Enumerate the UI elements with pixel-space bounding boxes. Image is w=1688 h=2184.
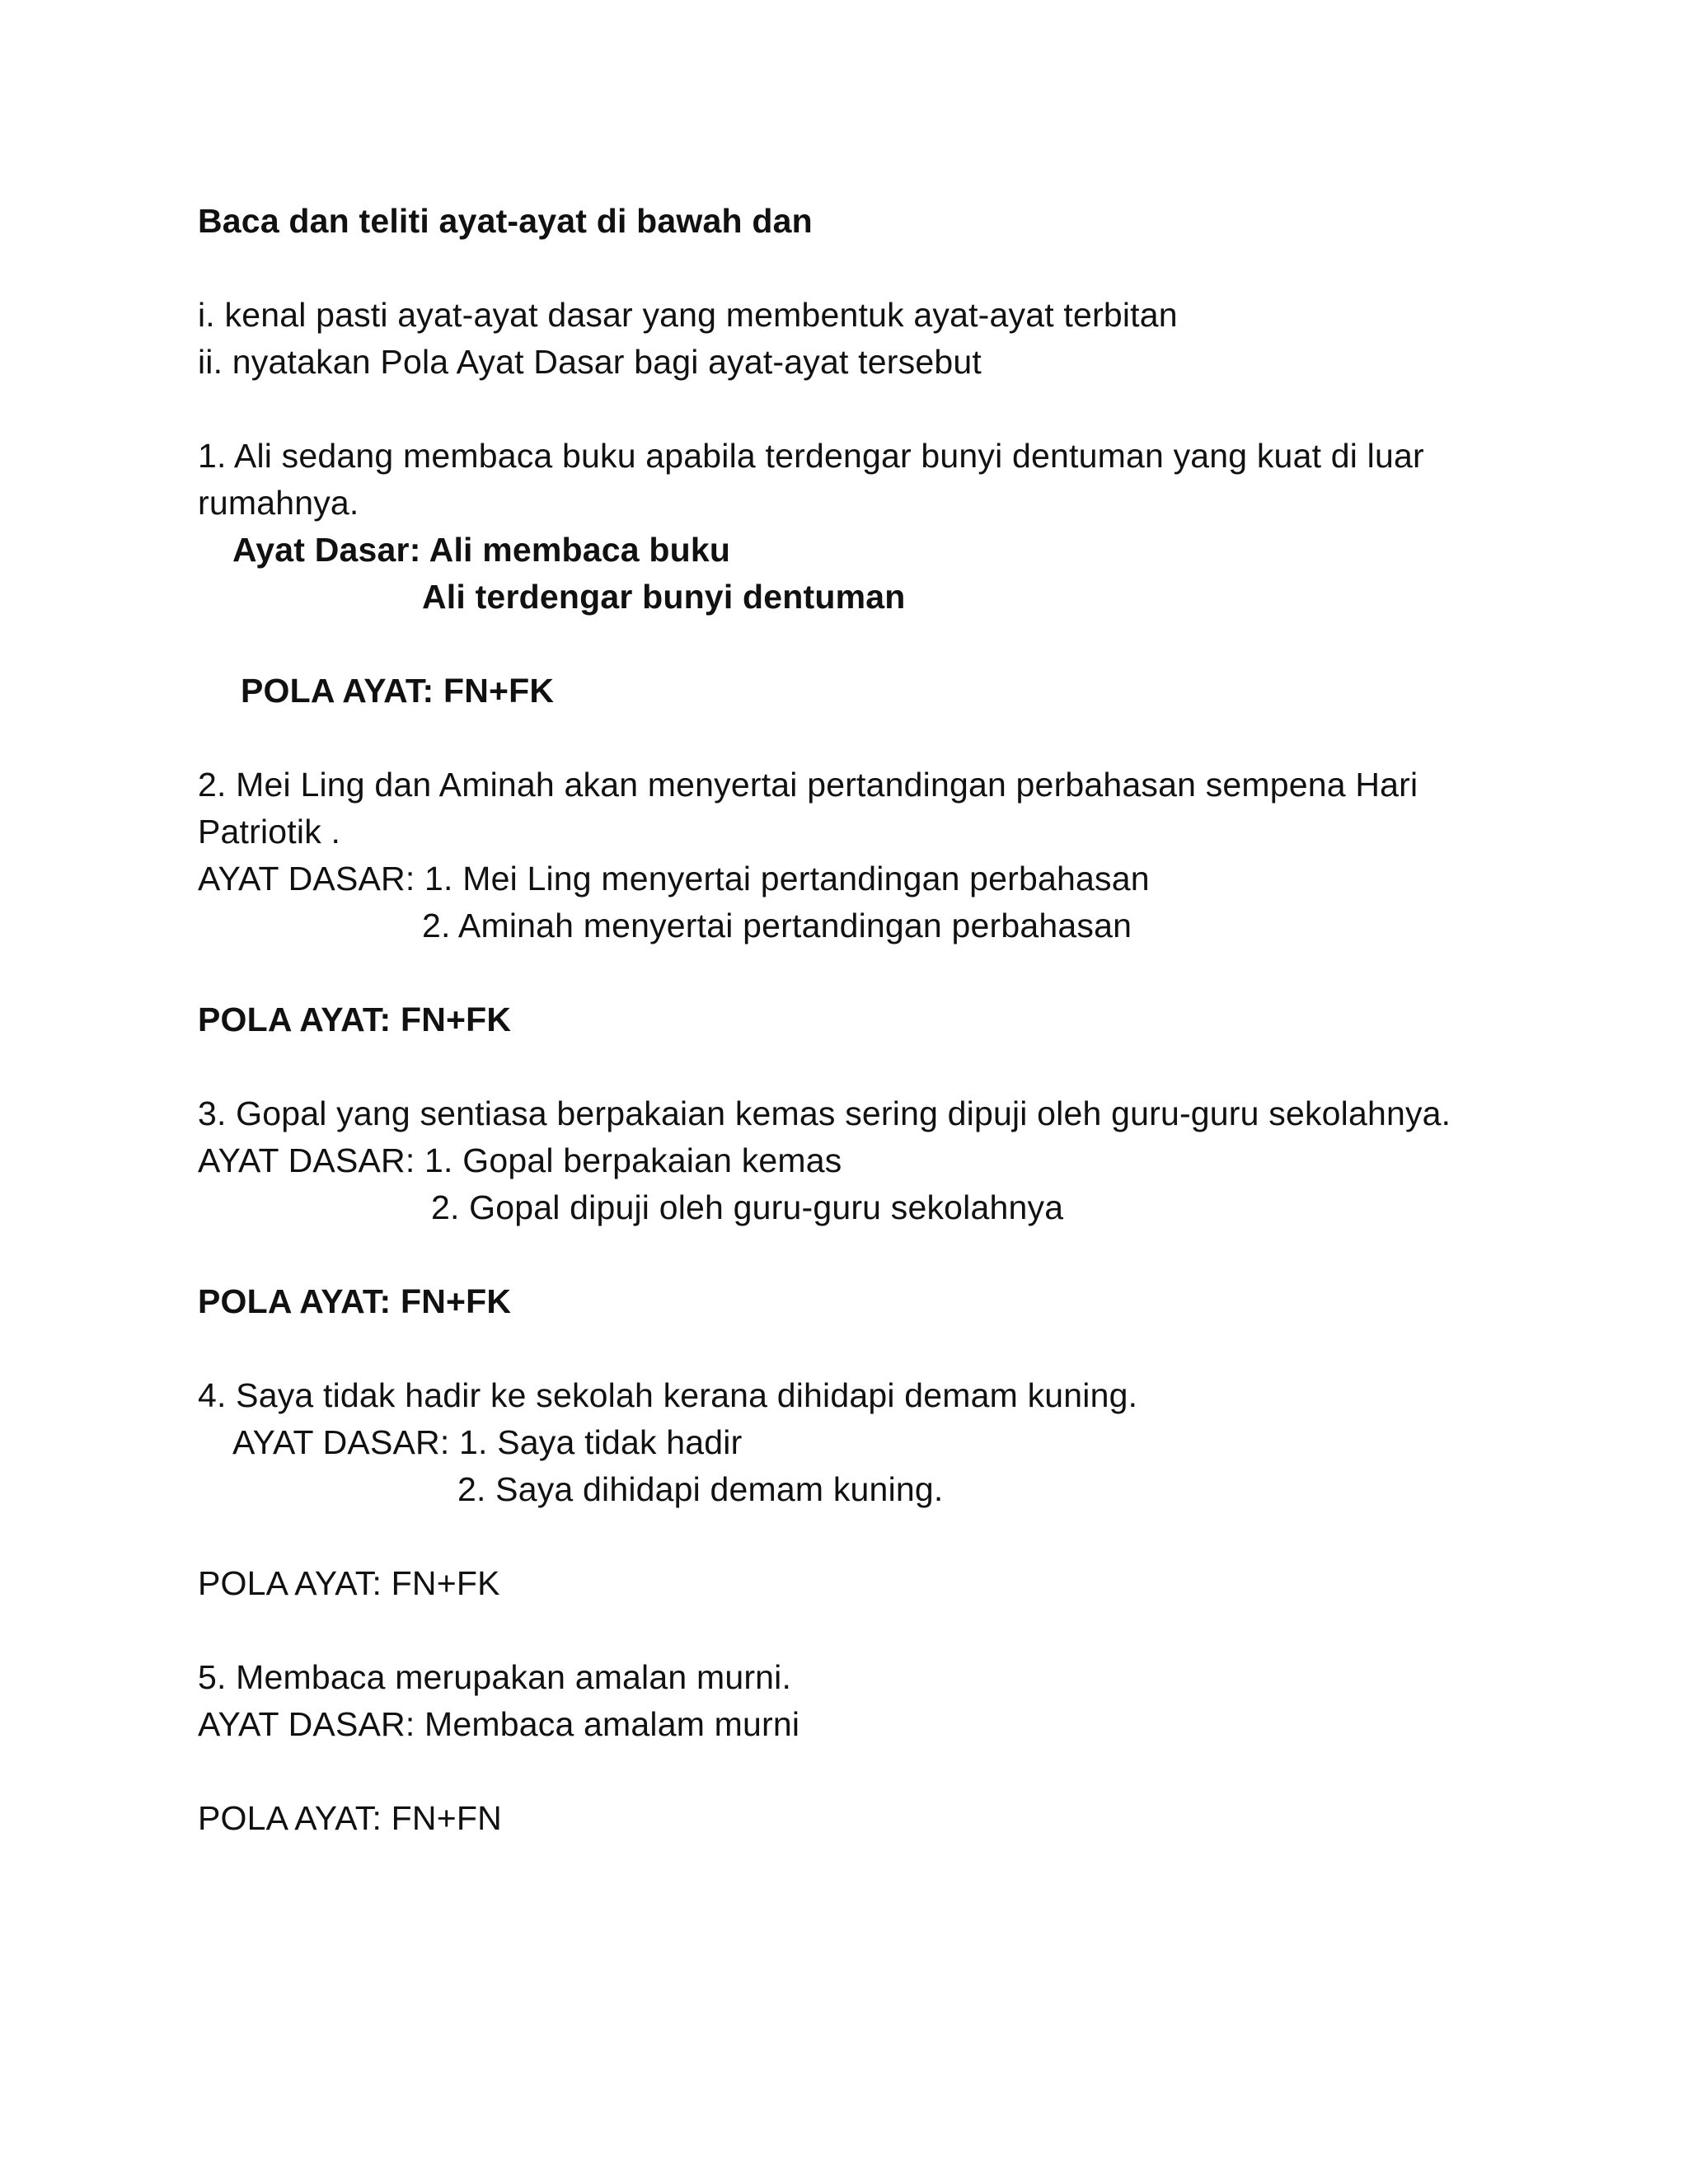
q5-pattern: POLA AYAT: FN+FN [198,1799,502,1837]
q3-pattern: POLA AYAT: FN+FK [198,1282,512,1320]
q5-sentence: 5. Membaca merupakan amalan murni. [198,1658,792,1696]
q1-sentence-cont: rumahnya. [198,484,359,522]
q1-sentence: 1. Ali sedang membaca buku apabila terdengar bunyi dentuman yang kuat di luar [198,437,1424,475]
heading: Baca dan teliti ayat-ayat di bawah dan [198,202,813,240]
q1-basic-2: Ali terdengar bunyi dentuman [422,578,906,616]
q4-basic-2: 2. Saya dihidapi demam kuning. [457,1470,944,1508]
instruction-1: i. kenal pasti ayat-ayat dasar yang membentuk ayat-ayat terbitan [198,296,1178,334]
q4-sentence: 4. Saya tidak hadir ke sekolah kerana dihidapi demam kuning. [198,1376,1138,1414]
q4-basic-1: AYAT DASAR: 1. Saya tidak hadir [232,1423,743,1461]
q1-pattern: POLA AYAT: FN+FK [241,672,555,710]
q2-basic-1: AYAT DASAR: 1. Mei Ling menyertai pertandingan perbahasan [198,860,1150,898]
q1-basic-1: Ayat Dasar: Ali membaca buku [232,531,731,569]
q2-sentence: 2. Mei Ling dan Aminah akan menyertai pertandingan perbahasan sempena Hari [198,766,1418,804]
q3-basic-1: AYAT DASAR: 1. Gopal berpakaian kemas [198,1141,842,1179]
q2-sentence-cont: Patriotik . [198,813,341,851]
q2-pattern: POLA AYAT: FN+FK [198,1001,512,1038]
q3-sentence: 3. Gopal yang sentiasa berpakaian kemas sering dipuji oleh guru-guru sekolahnya. [198,1094,1451,1132]
q3-basic-2: 2. Gopal dipuji oleh guru-guru sekolahnya [431,1188,1064,1226]
q4-pattern: POLA AYAT: FN+FK [198,1564,500,1602]
q2-basic-2: 2. Aminah menyertai pertandingan perbahasan [422,907,1132,944]
q5-basic-1: AYAT DASAR: Membaca amalam murni [198,1705,800,1743]
instruction-2: ii. nyatakan Pola Ayat Dasar bagi ayat-ayat tersebut [198,343,982,381]
